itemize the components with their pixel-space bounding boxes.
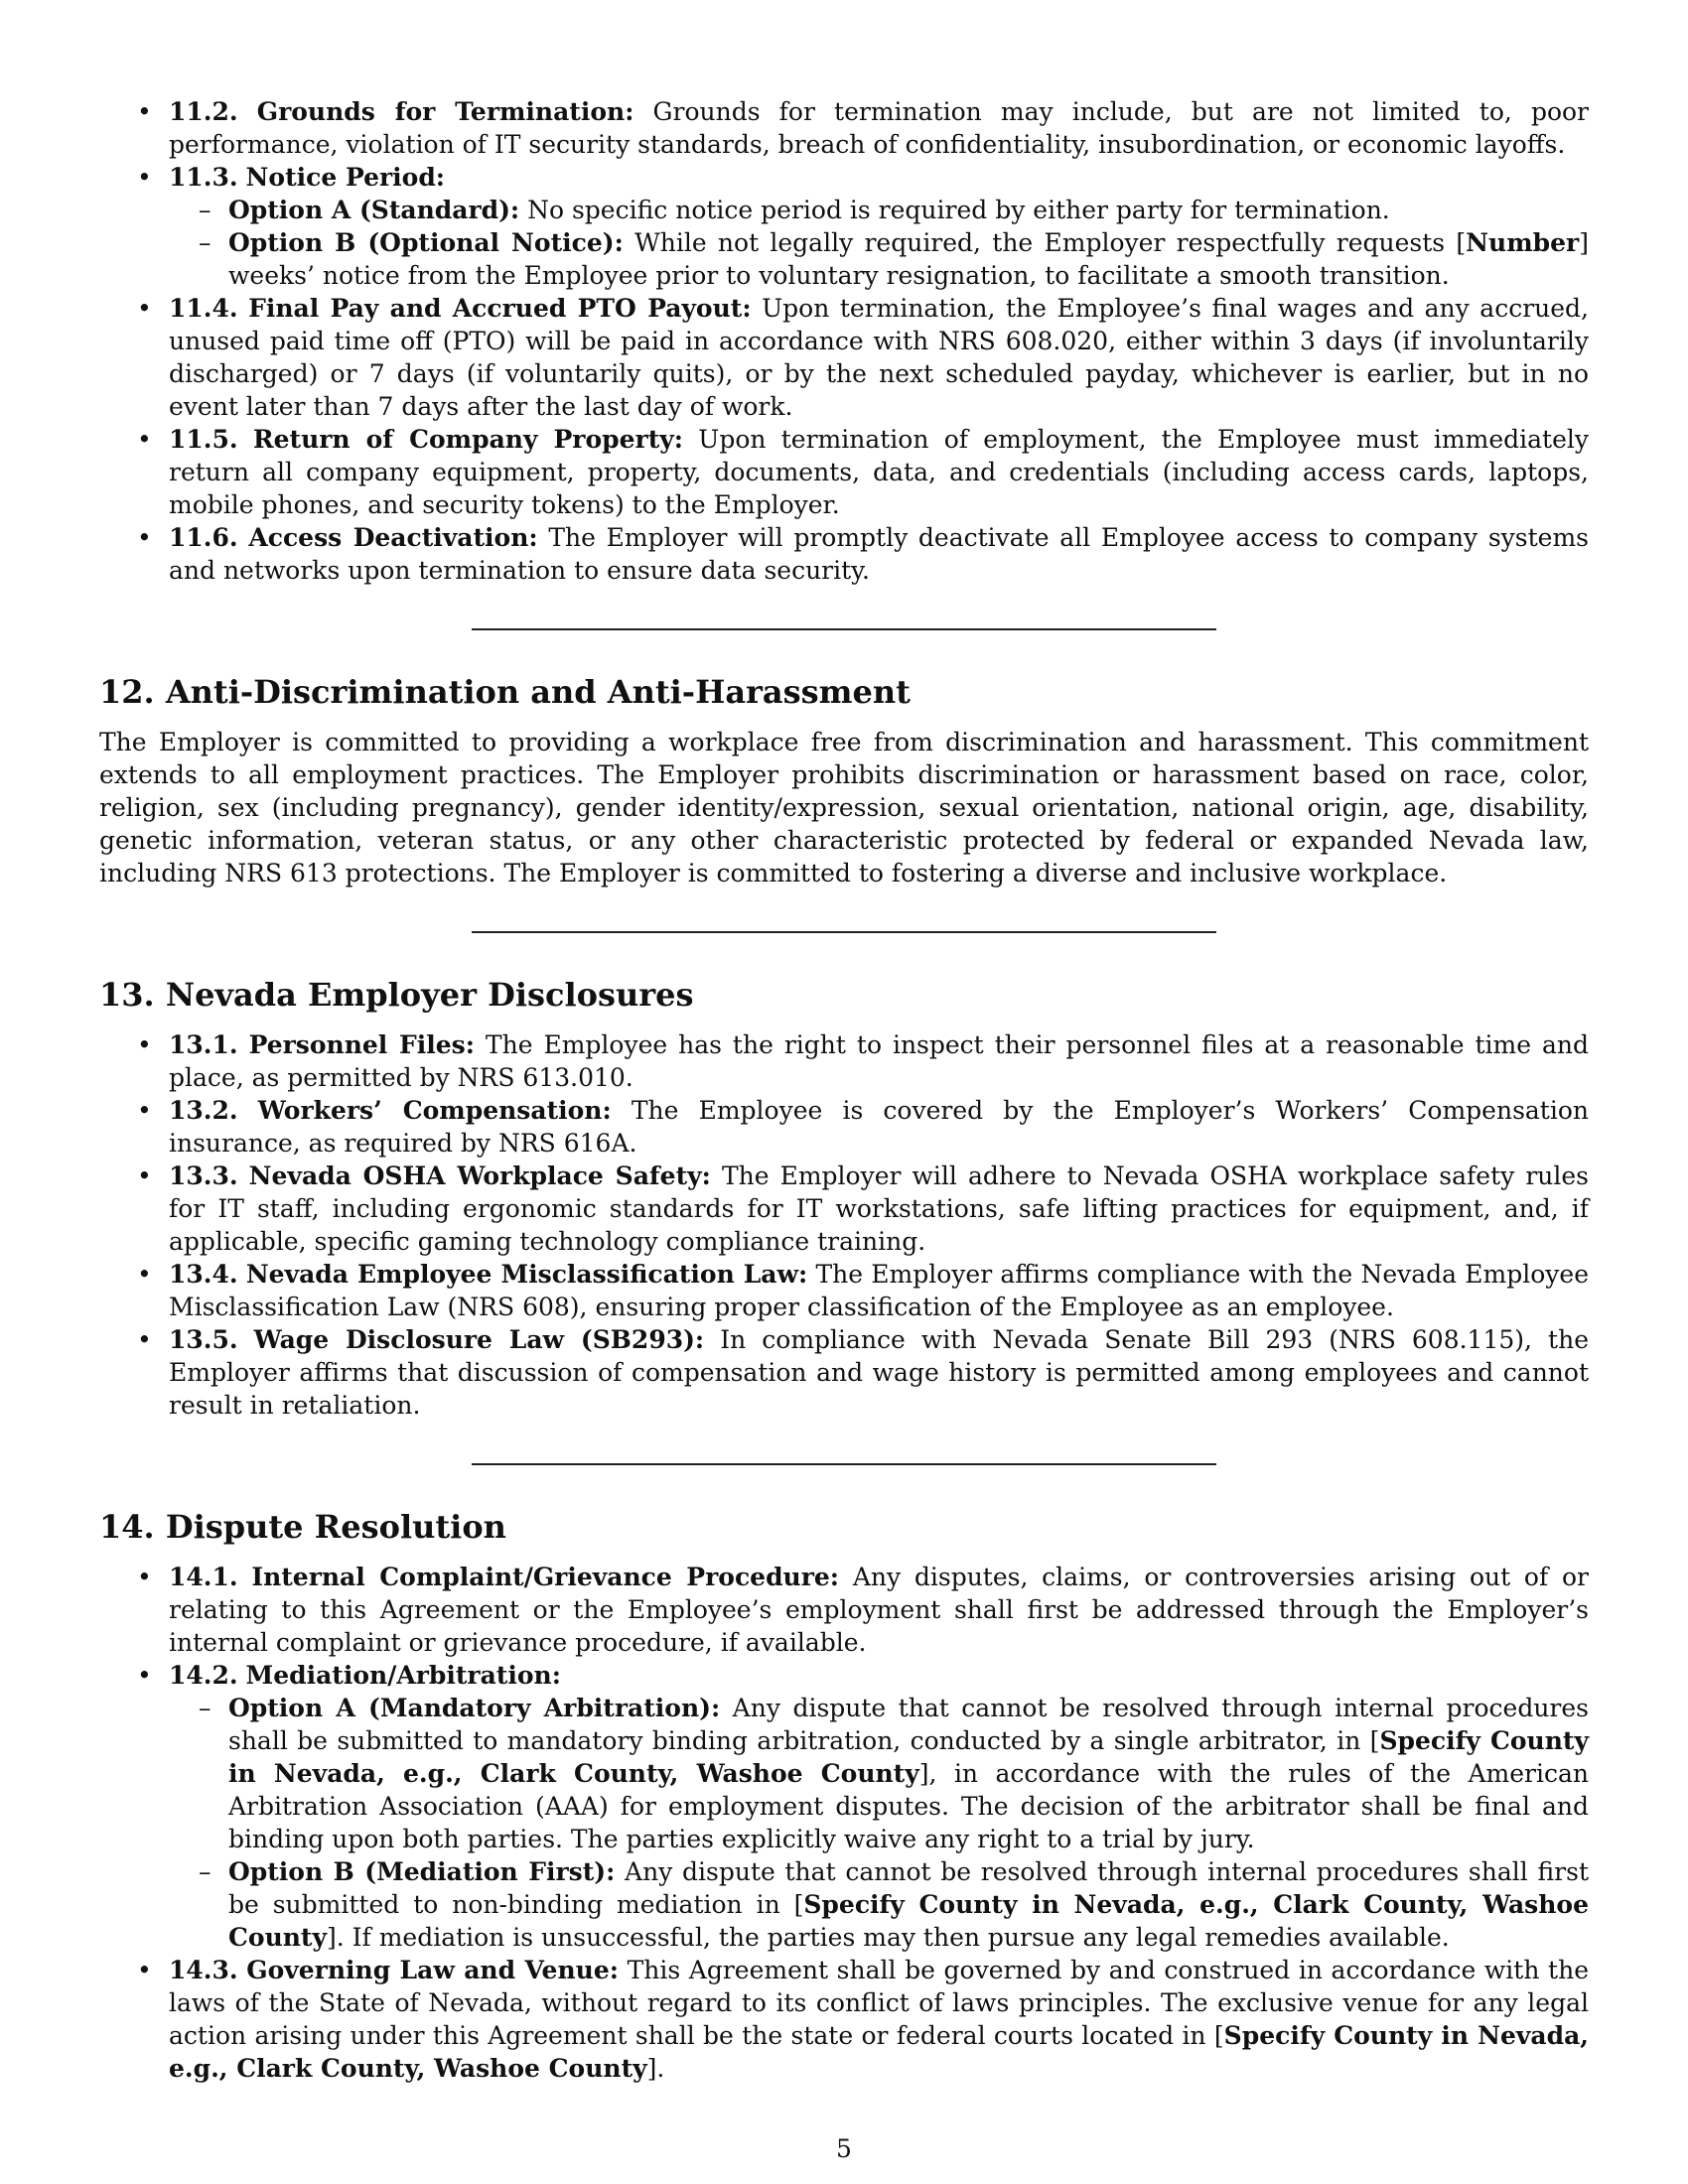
option-text: No specific notice period is required by either party for termination. — [519, 196, 1390, 224]
item-title: Mediation/Arbitration: — [245, 1661, 561, 1690]
section-divider — [472, 931, 1216, 933]
item-title: Return of Company Property: — [252, 425, 684, 454]
option-title: Option A (Mandatory Arbitration): — [228, 1694, 721, 1722]
section-12-heading: 12. Anti-Discrimination and Anti-Harassment — [99, 673, 911, 711]
option-title: Option B (Mediation First): — [228, 1857, 616, 1886]
item-text: In compliance with Nevada Senate Bill 293 (NRS 608.115), the Employer affirms that discussion of compensation and wage history is permitted among employees and cannot result in retaliation. — [169, 1325, 1589, 1420]
option-text-cont: ], in accordance with the rules of the American Arbitration Association (AAA) for employment disputes. The decision of the arbitrator shall be final and binding upon both parties. The parties explicitly waive any right to a trial by jury. — [228, 1759, 1589, 1853]
item-title: Access Deactivation: — [248, 523, 538, 552]
item-title: Internal Complaint/Grievance Procedure: — [251, 1563, 840, 1591]
item-text-cont: ]. — [646, 2054, 665, 2083]
item-title: Notice Period: — [245, 163, 446, 192]
list-item-11-4 — [99, 292, 1589, 423]
section-divider — [472, 1463, 1216, 1465]
item-title: Nevada OSHA Workplace Safety: — [248, 1161, 711, 1190]
placeholder-county: Specify County in Nevada, e.g., Clark County, Washoe County — [228, 1890, 1589, 1952]
list-item-11-5 — [99, 423, 1589, 521]
section-11-list — [99, 95, 1589, 587]
item-number: 13.3. — [169, 1161, 238, 1190]
item-text: The Employer affirms compliance with the Nevada Employee Misclassification Law (NRS 608), ensuring proper classification of the Employee as an employee. — [169, 1260, 1589, 1321]
item-title: Governing Law and Venue: — [246, 1956, 619, 1984]
item-text: The Employer will adhere to Nevada OSHA workplace safety rules for IT staff, including ergonomic standards for IT workstations, safe lifting practices for equipment, and, if applicable, specific gaming technology compliance training. — [169, 1161, 1590, 1256]
list-item-14-3 — [99, 1954, 1589, 2085]
item-number: 13.4. — [169, 1260, 238, 1289]
option-b-optional-notice — [169, 226, 1589, 292]
list-item-13-2 — [99, 1094, 1589, 1160]
list-item-13-3 — [99, 1160, 1589, 1258]
item-number: 11.4. — [169, 294, 238, 323]
sublist-11-3 — [169, 194, 1589, 292]
item-number: 11.3. — [169, 163, 238, 192]
list-item-11-6 — [99, 521, 1589, 587]
option-a-standard — [169, 194, 1589, 226]
option-title: Option A (Standard): — [228, 196, 520, 224]
item-text: Grounds for termination may include, but are not limited to, poor performance, violation of IT security standards, breach of confidentiality, insubordination, or economic layoffs. — [169, 97, 1589, 159]
option-a-mandatory-arbitration — [169, 1692, 1589, 1855]
item-text: The Employer will promptly deactivate all Employee access to company systems and networks upon termination to ensure data security. — [169, 523, 1589, 585]
item-number: 14.2. — [169, 1661, 238, 1690]
item-number: 11.2. — [169, 97, 238, 126]
list-item-13-5 — [99, 1323, 1589, 1422]
item-text: Any disputes, claims, or controversies arising out of or relating to this Agreement or the Employee’s employment shall first be addressed through the Employer’s internal complaint or grievance procedure, if available. — [169, 1563, 1589, 1657]
item-number: 13.1. — [169, 1030, 238, 1059]
item-text: Upon termination, the Employee’s final wages and any accrued, unused paid time off (PTO) will be paid in accordance with NRS 608.020, either within 3 days (if involuntarily discharged) or 7 days (if voluntarily quits), or by the next scheduled payday, whichever is earlier, but in no event later than 7 days after the last day of work. — [169, 294, 1590, 421]
placeholder-county: Specify County in Nevada, e.g., Clark County, Washoe County — [228, 1726, 1589, 1788]
section-12-body: The Employer is committed to providing a workplace free from discrimination and harassment. This commitment extends to all employment practices. The Employer prohibits discrimination or harassment based on race, color, religion, sex (including pregnancy), gender identity/expression, sexual orientation, national origin, age, disability, genetic information, veteran status, or any other characteristic protected by federal or expanded Nevada law, including NRS 613 protections. The Employer is committed to fostering a diverse and inclusive workplace. — [99, 728, 1589, 887]
item-text: This Agreement shall be governed by and construed in accordance with the laws of the State of Nevada, without regard to its conflict of laws principles. The exclusive venue for any legal action arising under this Agreement shall be the state or federal courts located in [ — [169, 1956, 1589, 2050]
item-title: Final Pay and Accrued PTO Payout: — [248, 294, 752, 323]
list-item-13-4 — [99, 1258, 1589, 1323]
document-page — [99, 95, 1589, 2085]
item-title: Personnel Files: — [248, 1030, 475, 1059]
list-item-11-3 — [99, 161, 1589, 292]
section-13-list — [99, 1028, 1589, 1422]
section-14-heading: 14. Dispute Resolution — [99, 1508, 506, 1546]
option-text-cont: ] weeks’ notice from the Employee prior to voluntary resignation, to facilitate a smooth transition. — [228, 228, 1589, 290]
list-item-14-2 — [99, 1659, 1589, 1954]
item-number: 11.6. — [169, 523, 238, 552]
option-text: Any dispute that cannot be resolved through internal procedures shall be submitted to mandatory binding arbitration, conducted by a single arbitrator, in [ — [228, 1694, 1589, 1755]
section-13-heading: 13. Nevada Employer Disclosures — [99, 976, 694, 1014]
section-14-list — [99, 1561, 1589, 2085]
item-title: Grounds for Termination: — [256, 97, 634, 126]
item-number: 14.3. — [169, 1956, 238, 1984]
option-text: While not legally required, the Employer respectfully requests [ — [623, 228, 1467, 257]
item-number: 11.5. — [169, 425, 238, 454]
section-divider — [472, 628, 1216, 630]
option-text: Any dispute that cannot be resolved through internal procedures shall first be submitted to non-binding mediation in [ — [228, 1857, 1589, 1919]
item-text: Upon termination of employment, the Employee must immediately return all company equipment, property, documents, data, and credentials (including access cards, laptops, mobile phones, and security tokens) to the Employer. — [169, 425, 1589, 519]
placeholder-county: Specify County in Nevada, e.g., Clark County, Washoe County — [169, 2021, 1589, 2083]
option-b-mediation-first — [169, 1855, 1589, 1954]
item-title: Nevada Employee Misclassification Law: — [245, 1260, 808, 1289]
item-number: 13.2. — [169, 1096, 238, 1125]
item-title: Wage Disclosure Law (SB293): — [253, 1325, 705, 1354]
option-text-cont: ]. If mediation is unsuccessful, the parties may then pursue any legal remedies available. — [327, 1923, 1450, 1952]
item-number: 13.5. — [169, 1325, 238, 1354]
list-item-14-1 — [99, 1561, 1589, 1659]
list-item-13-1 — [99, 1028, 1589, 1094]
item-title: Workers’ Compensation: — [257, 1096, 612, 1125]
item-text: The Employee is covered by the Employer’s Workers’ Compensation insurance, as required by NRS 616A. — [169, 1096, 1589, 1158]
option-title: Option B (Optional Notice): — [228, 228, 624, 257]
page-number: 5 — [836, 2134, 852, 2163]
item-number: 14.1. — [169, 1563, 238, 1591]
list-item-11-2 — [99, 95, 1589, 161]
sublist-14-2 — [169, 1692, 1589, 1954]
item-text: The Employee has the right to inspect their personnel files at a reasonable time and place, as permitted by NRS 613.010. — [169, 1030, 1589, 1092]
placeholder-number: Number — [1466, 228, 1580, 257]
